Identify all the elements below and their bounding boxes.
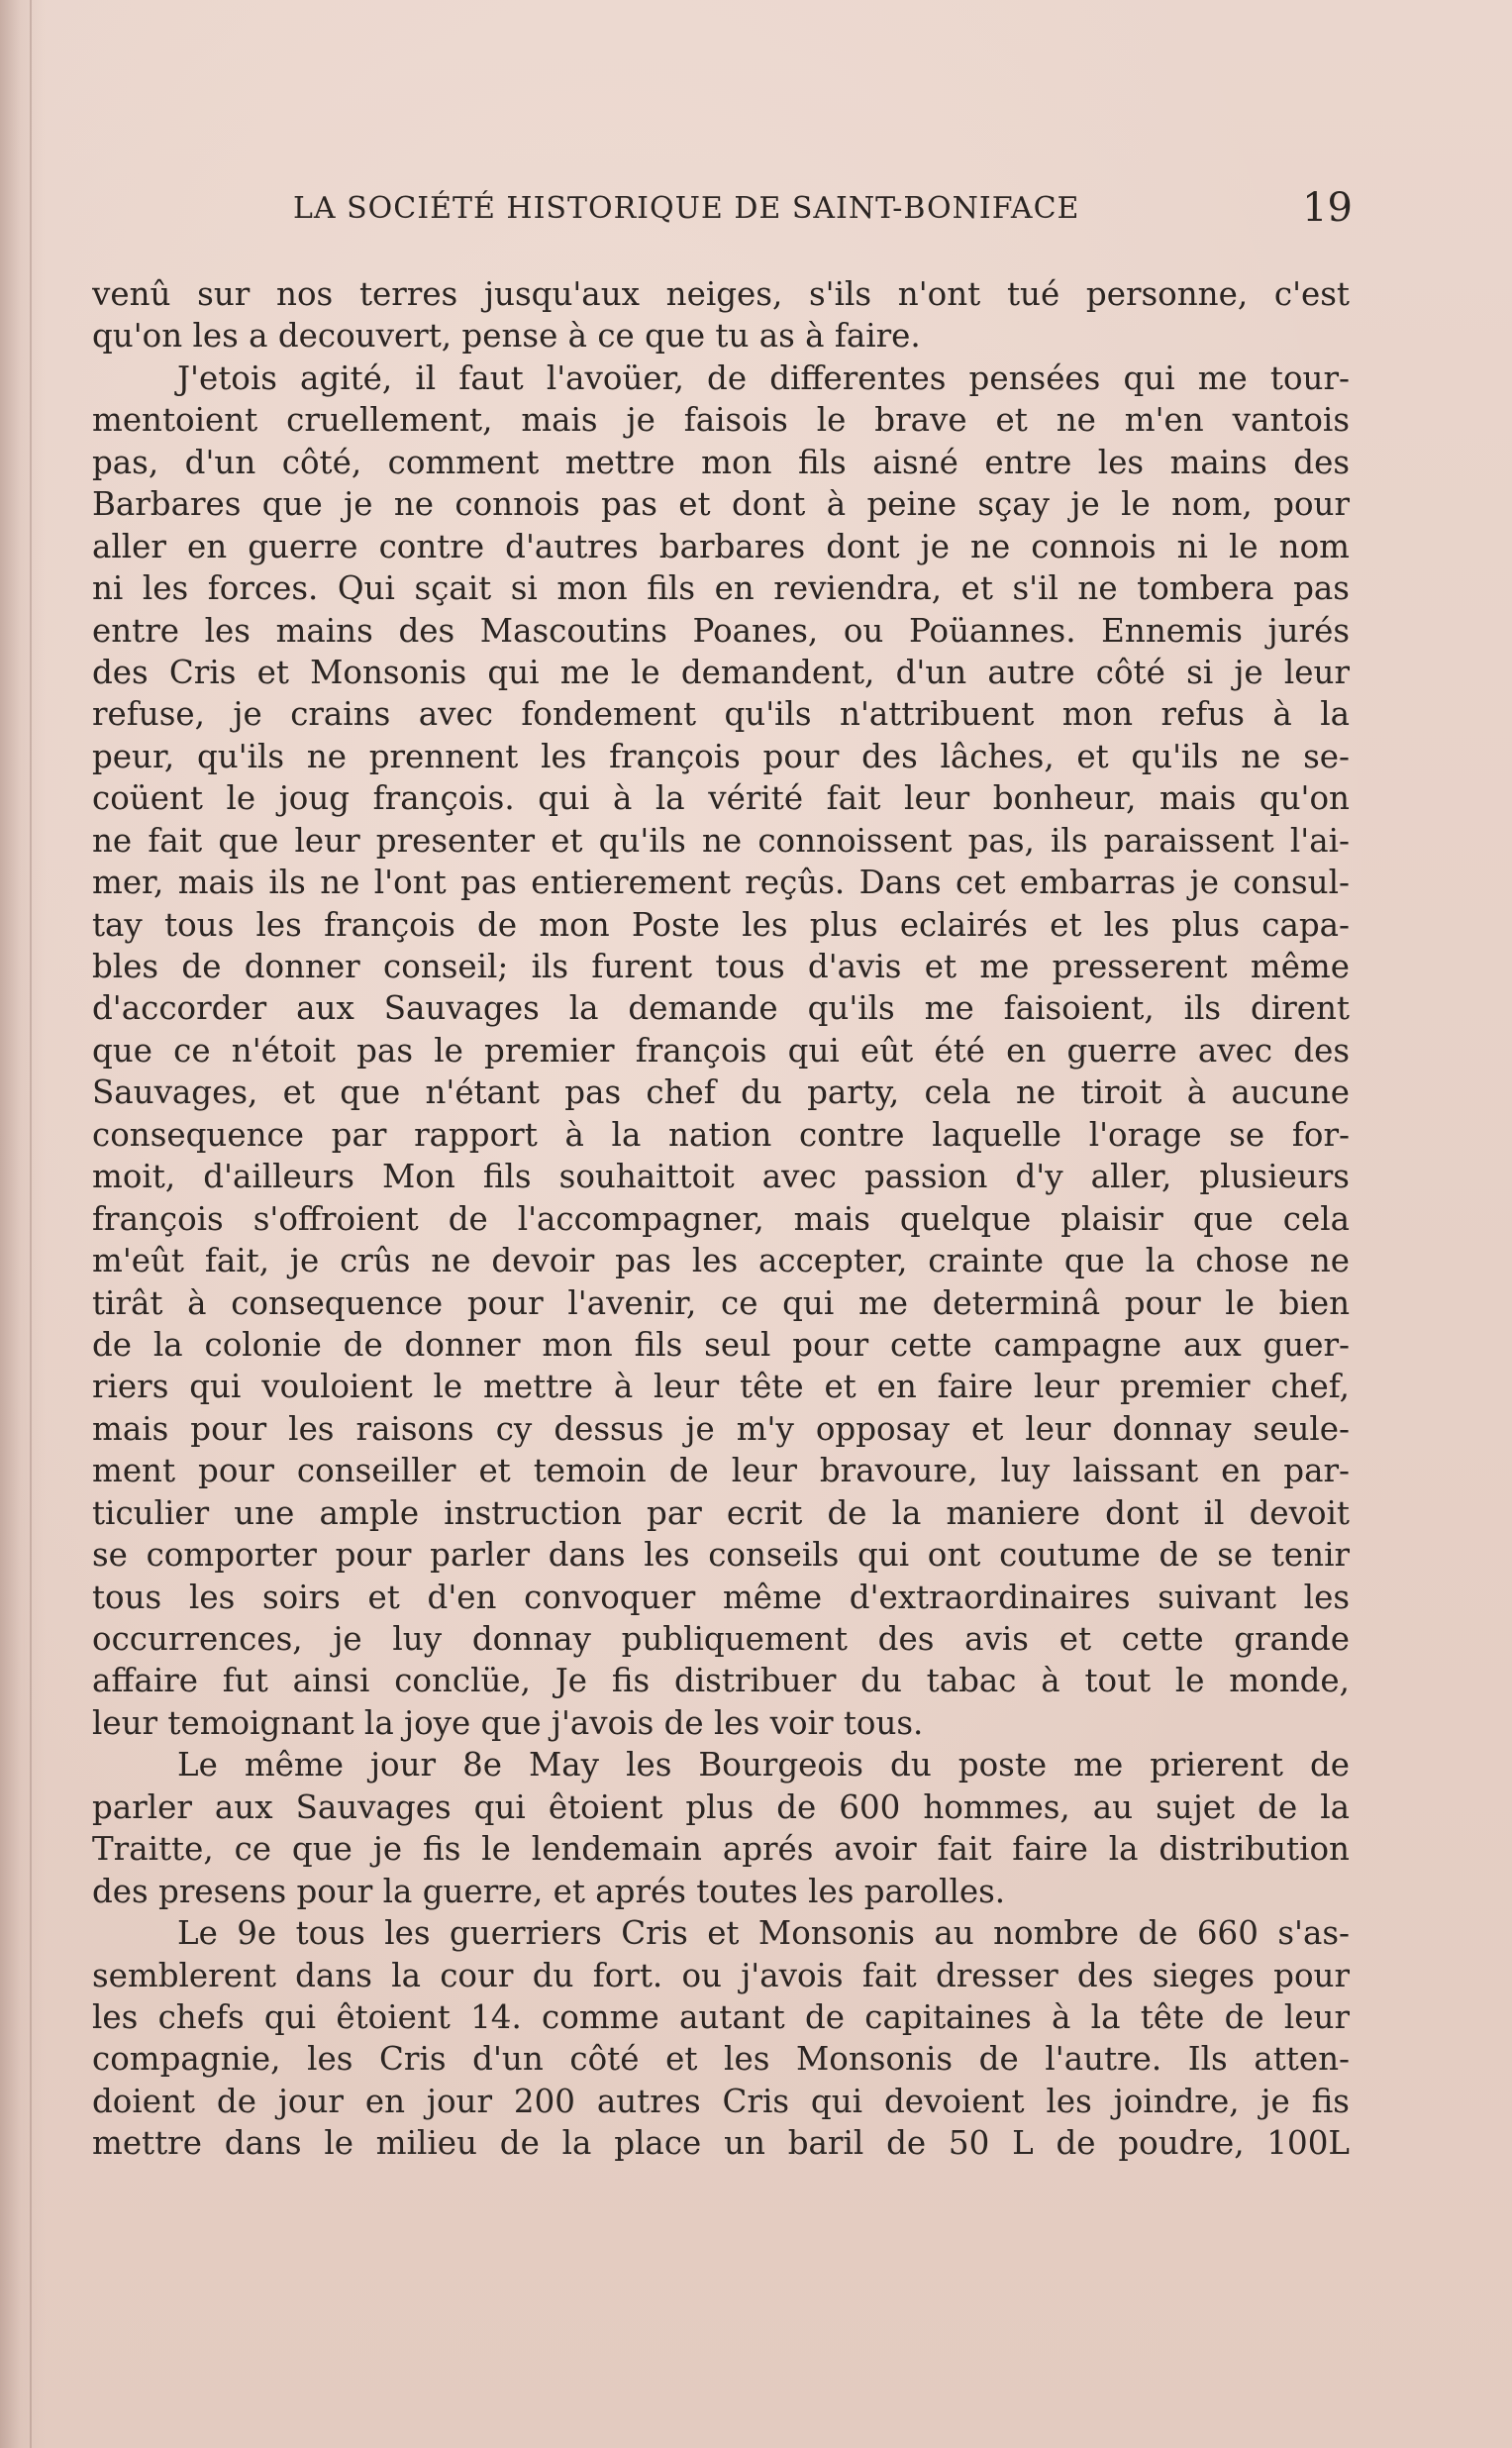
text-line: mentoient cruellement, mais je faisois le brave et ne m'en vantois: [92, 401, 1350, 440]
text-line: pas, d'un côté, comment mettre mon fils aisné entre les mains des: [92, 443, 1350, 481]
text-line: coüent le joug françois. qui à la vérité fait leur bonheur, mais qu'on: [92, 779, 1350, 818]
binding-shadow: [0, 0, 46, 2448]
text-line: affaire fut ainsi conclüe, Je fis distribuer du tabac à tout le monde,: [92, 1662, 1350, 1700]
page-number: 19: [1302, 185, 1353, 231]
text-line: parler aux Sauvages qui êtoient plus de 600 hommes, au sujet de la: [92, 1787, 1350, 1826]
paragraph-start-line: J'etois agité, il faut l'avoüer, de differentes pensées qui me tour-: [177, 358, 1350, 397]
text-line: les chefs qui êtoient 14. comme autant de capitaines à la tête de leur: [92, 1997, 1350, 2036]
text-line: moit, d'ailleurs Mon fils souhaittoit avec passion d'y aller, plusieurs: [92, 1158, 1350, 1196]
text-line: ne fait que leur presenter et qu'ils ne connoissent pas, ils paraissent l'ai-: [92, 821, 1350, 860]
text-line: aller en guerre contre d'autres barbares dont je ne connois ni le nom: [92, 527, 1350, 565]
text-line: m'eût fait, je crûs ne devoir pas les accepter, crainte que la chose ne: [92, 1242, 1350, 1280]
text-line: doient de jour en jour 200 autres Cris qui devoient les joindre, je fis: [92, 2082, 1350, 2120]
text-line: Sauvages, et que n'étant pas chef du party, cela ne tiroit à aucune: [92, 1073, 1350, 1112]
text-line: mer, mais ils ne l'ont pas entierement reçûs. Dans cet embarras je consul-: [92, 864, 1350, 902]
text-line: semblerent dans la cour du fort. ou j'avois fait dresser des sieges pour: [92, 1956, 1350, 1994]
text-line: qu'on les a decouvert, pense à ce que tu as à faire.: [92, 317, 921, 356]
running-head: [95, 185, 1353, 241]
text-line: des presens pour la guerre, et aprés toutes les parolles.: [92, 1872, 1006, 1910]
text-line: françois s'offroient de l'accompagner, mais quelque plaisir que cela: [92, 1199, 1350, 1238]
text-line: des Cris et Monsonis qui me le demandent, d'un autre côté si je leur: [92, 653, 1350, 691]
text-line: consequence par rapport à la nation contre laquelle l'orage se for-: [92, 1115, 1350, 1154]
text-line: Traitte, ce que je fis le lendemain aprés avoir fait faire la distribution: [92, 1830, 1350, 1869]
text-line: que ce n'étoit pas le premier françois qui eût été en guerre avec des: [92, 1031, 1350, 1070]
text-line: mais pour les raisons cy dessus je m'y opposay et leur donnay seule-: [92, 1409, 1350, 1448]
text-line: riers qui vouloient le mettre à leur tête et en faire leur premier chef,: [92, 1368, 1350, 1406]
text-line: bles de donner conseil; ils furent tous d'avis et me presserent même: [92, 948, 1350, 985]
text-line: ni les forces. Qui sçait si mon fils en reviendra, et s'il ne tombera pas: [92, 569, 1350, 608]
text-line: venû sur nos terres jusqu'aux neiges, s'ils n'ont tué personne, c'est: [92, 275, 1350, 313]
text-line: leur temoignant la joye que j'avois de les voir tous.: [92, 1703, 924, 1742]
text-line: Barbares que je ne connois pas et dont à peine sçay je le nom, pour: [92, 485, 1350, 524]
text-line: d'accorder aux Sauvages la demande qu'ils me faisoient, ils dirent: [92, 989, 1350, 1028]
paragraph-start-line: Le même jour 8e May les Bourgeois du poste me prierent de: [177, 1746, 1350, 1785]
text-line: tous les soirs et d'en convoquer même d'extraordinaires suivant les: [92, 1578, 1350, 1616]
text-line: se comporter pour parler dans les conseils qui ont coutume de se tenir: [92, 1536, 1350, 1575]
text-line: de la colonie de donner mon fils seul pour cette campagne aux guer-: [92, 1325, 1350, 1364]
text-line: compagnie, les Cris d'un côté et les Monsonis de l'autre. Ils atten-: [92, 2040, 1350, 2079]
text-line: ment pour conseiller et temoin de leur bravoure, luy laissant en par-: [92, 1452, 1350, 1490]
text-line: occurrences, je luy donnay publiquement des avis et cette grande: [92, 1620, 1350, 1658]
running-title: LA SOCIÉTÉ HISTORIQUE DE SAINT-BONIFACE: [293, 191, 1080, 226]
text-line: tirât à consequence pour l'avenir, ce qui me determinâ pour le bien: [92, 1283, 1350, 1322]
text-line: refuse, je crains avec fondement qu'ils n'attribuent mon refus à la: [92, 695, 1350, 734]
paragraph-start-line: Le 9e tous les guerriers Cris et Monsonis au nombre de 660 s'as-: [177, 1914, 1350, 1953]
text-line: ticulier une ample instruction par ecrit de la maniere dont il devoit: [92, 1493, 1350, 1532]
text-line: peur, qu'ils ne prennent les françois pour des lâches, et qu'ils ne se-: [92, 737, 1350, 775]
body-text: [92, 273, 1350, 2165]
text-line: tay tous les françois de mon Poste les plus eclairés et les plus capa-: [92, 905, 1350, 944]
binding-edge: [30, 0, 32, 2448]
text-line: entre les mains des Mascoutins Poanes, ou Poüannes. Ennemis jurés: [92, 611, 1350, 650]
text-line: mettre dans le milieu de la place un baril de 50 L de poudre, 100L: [92, 2124, 1350, 2163]
